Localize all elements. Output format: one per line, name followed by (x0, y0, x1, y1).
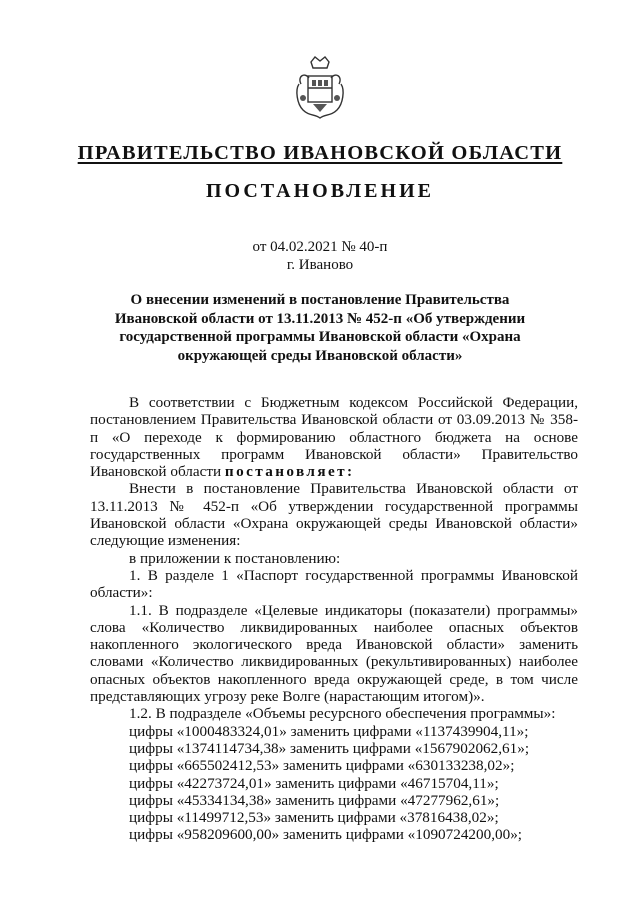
amendment-line: цифры «958209600,00» заменить цифрами «1090724200,00»; (129, 826, 523, 844)
document-date-number: от 04.02.2021 № 40-п (252, 239, 388, 255)
intro-text: В соответствии с Бюджетным кодексом Российской Федерации, постановлением Правительства Ивановской области от 03.09.2013 № 358-п «О переходе к формированию областного бюджета на основе государственных программ Ивановской области» Правительство Ивановской области (90, 394, 578, 481)
paragraph-appendix: в приложении к постановлению: (129, 549, 341, 567)
document-city: г. Иваново (286, 257, 354, 273)
paragraph-amend: Внести в постановление Правительства Ивановской области от 13.11.2013 № 452-п «Об утверждении государственной программы Ивановской области «Охрана окружающей среды Ивановской области» следующие изменения: (90, 480, 578, 550)
paragraph-section-1-1: 1.1. В подразделе «Целевые индикаторы (показатели) программы» слова «Количество ликвидированных наиболее опасных объектов накопленного экологического вреда Ивановской области» заменить словами «Количество ликвидированных (рекультивированных) наиболее опасных объектов накопленного вреда окружающей среде, в том числе представляющих угрозу реке Волге (нарастающим итогом)». (90, 601, 578, 706)
document-title: О внесении изменений в постановление Правительства Ивановской области от 13.11.2013 № 452-п «Об утверждении государственной программы Ивановской области «Охрана окружающей среды Ивановской области» (114, 292, 526, 364)
document-body (90, 394, 578, 844)
amendment-line: цифры «1374114734,38» заменить цифрами «1567902062,61»; (129, 739, 530, 757)
amendment-line: цифры «665502412,53» заменить цифрами «630133238,02»; (129, 757, 515, 775)
decree-word: постановляет: (224, 463, 355, 481)
organization-title (0, 142, 640, 165)
organization-title-text: ПРАВИТЕЛЬСТВО ИВАНОВСКОЙ ОБЛАСТИ (77, 142, 563, 164)
intro-paragraph (90, 394, 578, 480)
amendment-line: цифры «45334134,38» заменить цифрами «47277962,61»; (129, 791, 500, 809)
coat-of-arms-icon (291, 54, 349, 120)
amendment-line: цифры «1000483324,01» заменить цифрами «1137439904,11»; (129, 722, 529, 740)
amendment-line: цифры «11499712,53» заменить цифрами «37816438,02»; (129, 809, 499, 827)
document-type: ПОСТАНОВЛЕНИЕ (206, 180, 434, 202)
paragraph-section-1: 1. В разделе 1 «Паспорт государственной программы Ивановской области»: (90, 566, 578, 602)
amendment-line: цифры «42273724,01» заменить цифрами «46715704,11»; (129, 774, 499, 792)
paragraph-section-1-2: 1.2. В подразделе «Объемы ресурсного обеспечения программы»: (129, 705, 556, 723)
